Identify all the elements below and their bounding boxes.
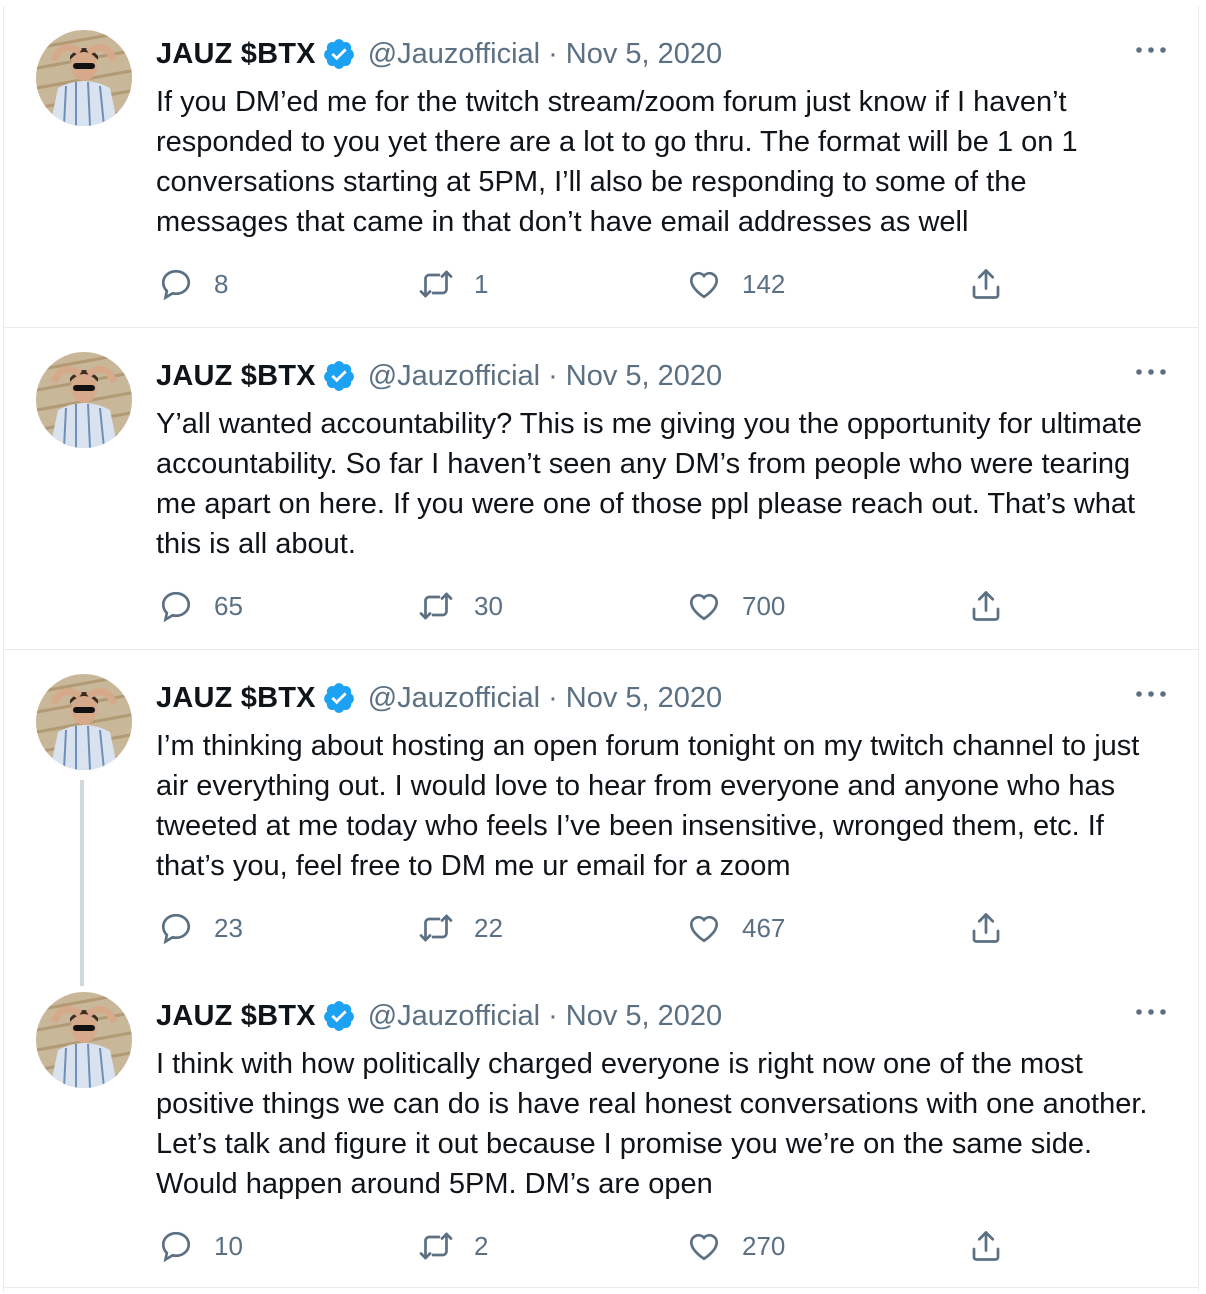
tweet-header (156, 356, 722, 396)
like-count: 700 (742, 590, 786, 621)
share-button[interactable] (968, 1226, 1004, 1266)
verified-badge-icon (322, 359, 356, 393)
reply-icon (158, 910, 194, 946)
user-handle[interactable]: @Jauzofficial (367, 37, 541, 70)
like-button[interactable] (686, 264, 785, 304)
reply-count: 23 (214, 912, 243, 943)
retweet-icon (418, 910, 454, 946)
tweet-date[interactable]: Nov 5, 2020 (565, 999, 723, 1032)
tweet-text: I’m thinking about hosting an open forum tonight on my twitch channel to just air everything out. I would love to hear from everyone and anyone who has tweeted at me today who feels I’ve been insensitive, wronged them, etc. If that’s you, feel free to DM me ur email for a zoom (156, 730, 1140, 882)
heart-icon (686, 266, 722, 302)
avatar-image (36, 992, 132, 1088)
reply-icon (158, 1228, 194, 1264)
tweet-date[interactable]: Nov 5, 2020 (565, 37, 723, 70)
share-button[interactable] (968, 264, 1004, 304)
tweet-date[interactable]: Nov 5, 2020 (565, 681, 723, 714)
retweet-button[interactable] (418, 1226, 488, 1266)
tweet[interactable] (3, 968, 1199, 1288)
share-icon (968, 910, 1004, 946)
user-handle[interactable]: @Jauzofficial (367, 359, 541, 392)
reply-button[interactable] (158, 1226, 243, 1266)
like-button[interactable] (686, 908, 785, 948)
retweet-count: 2 (474, 1230, 489, 1261)
retweet-icon (418, 588, 454, 624)
reply-button[interactable] (158, 264, 228, 304)
separator-dot: · (548, 681, 558, 714)
tweet-actions (156, 908, 1056, 948)
tweet-header (156, 678, 722, 718)
tweet-text: If you DM’ed me for the twitch stream/zoom forum just know if I haven’t responded to you yet there are a lot to go thru. The format will be 1 on 1 conversations starting at 5PM, I’ll also be responding to some of the messages that came in that don’t have email addresses as well (156, 86, 1078, 238)
avatar[interactable] (36, 674, 132, 770)
reply-count: 8 (214, 268, 229, 299)
tweet[interactable] (3, 328, 1199, 650)
reply-button[interactable] (158, 586, 243, 626)
more-options-icon[interactable] (1133, 362, 1169, 382)
reply-count: 65 (214, 590, 243, 621)
reply-count: 10 (214, 1230, 243, 1261)
reply-icon (158, 266, 194, 302)
tweet-text: I think with how politically charged everyone is right now one of the most positive things we can do is have real honest conversations with one another. Let’s talk and figure it out because I promise you we’re on the same side. Would happen around 5PM. DM’s are open (156, 1048, 1148, 1200)
heart-icon (686, 1228, 722, 1264)
retweet-count: 30 (474, 590, 503, 621)
retweet-count: 1 (474, 268, 489, 299)
retweet-count: 22 (474, 912, 503, 943)
share-icon (968, 1228, 1004, 1264)
tweet-text: Y’all wanted accountability? This is me giving you the opportunity for ultimate accountability. So far I haven’t seen any DM’s from people who were tearing me apart on here. If you were one of those ppl please reach out. That’s what this is all about. (156, 408, 1142, 560)
tweet-header (156, 996, 722, 1036)
retweet-icon (418, 1228, 454, 1264)
display-name[interactable]: JAUZ $BTX (156, 999, 316, 1032)
like-count: 270 (742, 1230, 786, 1261)
tweet-actions (156, 1226, 1056, 1266)
user-handle[interactable]: @Jauzofficial (367, 681, 541, 714)
tweet-header (156, 34, 722, 74)
display-name[interactable]: JAUZ $BTX (156, 681, 316, 714)
verified-badge-icon (322, 37, 356, 71)
separator-dot: · (548, 37, 558, 70)
avatar-image (36, 30, 132, 126)
separator-dot: · (548, 359, 558, 392)
separator-dot: · (548, 999, 558, 1032)
display-name[interactable]: JAUZ $BTX (156, 359, 316, 392)
like-count: 467 (742, 912, 786, 943)
like-count: 142 (742, 268, 786, 299)
tweet-actions (156, 586, 1056, 626)
avatar-image (36, 674, 132, 770)
share-button[interactable] (968, 586, 1004, 626)
display-name[interactable]: JAUZ $BTX (156, 37, 316, 70)
tweet[interactable] (3, 650, 1199, 968)
retweet-button[interactable] (418, 586, 503, 626)
avatar[interactable] (36, 30, 132, 126)
more-options-icon[interactable] (1133, 684, 1169, 704)
more-options-icon[interactable] (1133, 40, 1169, 60)
more-options-icon[interactable] (1133, 1002, 1169, 1022)
tweet-date[interactable]: Nov 5, 2020 (565, 359, 723, 392)
share-icon (968, 266, 1004, 302)
verified-badge-icon (322, 681, 356, 715)
like-button[interactable] (686, 1226, 785, 1266)
retweet-icon (418, 266, 454, 302)
reply-icon (158, 588, 194, 624)
avatar-image (36, 352, 132, 448)
retweet-button[interactable] (418, 908, 503, 948)
heart-icon (686, 910, 722, 946)
share-button[interactable] (968, 908, 1004, 948)
avatar[interactable] (36, 992, 132, 1088)
share-icon (968, 588, 1004, 624)
reply-button[interactable] (158, 908, 243, 948)
tweet-actions (156, 264, 1056, 304)
user-handle[interactable]: @Jauzofficial (367, 999, 541, 1032)
retweet-button[interactable] (418, 264, 488, 304)
avatar[interactable] (36, 352, 132, 448)
verified-badge-icon (322, 999, 356, 1033)
like-button[interactable] (686, 586, 785, 626)
tweet[interactable] (3, 6, 1199, 328)
heart-icon (686, 588, 722, 624)
